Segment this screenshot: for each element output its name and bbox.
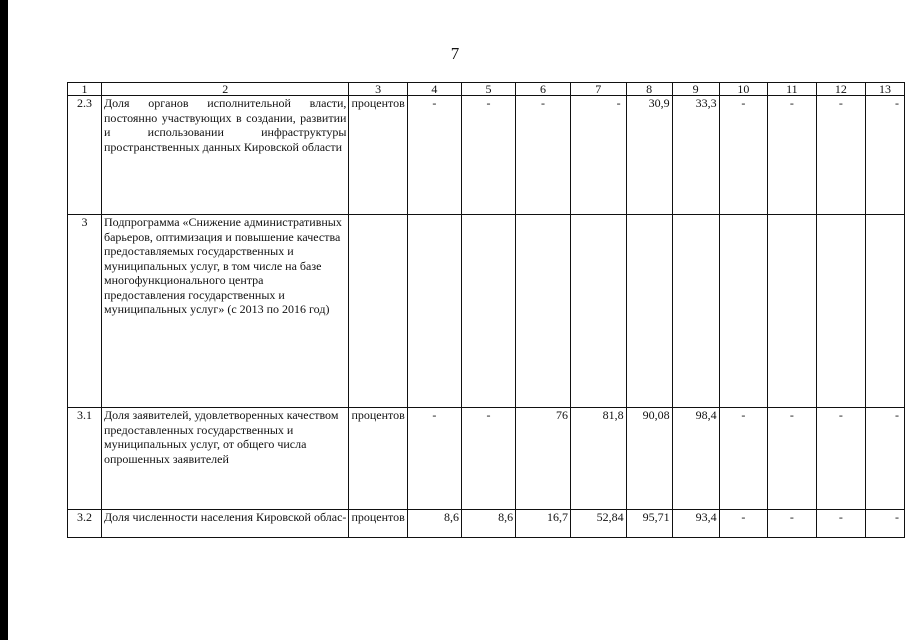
value-cell: - [407,408,461,510]
row-number: 3.1 [68,408,102,510]
table-row [68,510,905,538]
value-cell [570,215,626,408]
header-cell: 2 [102,83,349,96]
value-cell: - [768,96,816,215]
header-cell: 11 [768,83,816,96]
header-cell: 5 [461,83,515,96]
unit-cell: процентов [349,408,407,510]
row-number: 3 [68,215,102,408]
indicator-name: Подпрограмма «Снижение административных барьеров, оптимизация и повышение качества предоставляемых государственных и муниципальных услуг, в том числе на базе многофункционального центра предоставления государственных и муниципальных услуг» (с 2013 по 2016 год) [102,215,349,408]
value-cell: 76 [516,408,571,510]
value-cell: 8,6 [407,510,461,538]
header-cell: 10 [719,83,768,96]
value-cell [816,215,865,408]
value-cell: - [866,408,905,510]
header-cell: 6 [516,83,571,96]
indicator-name: Доля органов исполнительной власти, постоянно участвующих в создании, развитии и использовании инфраструктуры пространственных данных Кировской области [102,96,349,215]
scan-edge [0,0,8,640]
header-cell: 4 [407,83,461,96]
value-cell: - [719,510,768,538]
value-cell: 52,84 [570,510,626,538]
header-row [68,83,905,96]
table-row [68,96,905,215]
value-cell: 98,4 [672,408,719,510]
value-cell: - [768,510,816,538]
value-cell [719,215,768,408]
header-cell: 3 [349,83,407,96]
value-cell: - [768,408,816,510]
row-number: 3.2 [68,510,102,538]
indicator-name: Доля заявителей, удовлетворенных качеством предоставленных государственных и муниципальных услуг, от общего числа опрошенных заявителей [102,408,349,510]
value-cell: - [407,96,461,215]
table-row [68,408,905,510]
indicator-name: Доля численности населения Кировской облас- [102,510,349,538]
header-cell: 8 [626,83,672,96]
value-cell: - [816,408,865,510]
value-cell [407,215,461,408]
table-row [68,215,905,408]
value-cell: 30,9 [626,96,672,215]
value-cell: 90,08 [626,408,672,510]
value-cell: 33,3 [672,96,719,215]
value-cell [626,215,672,408]
value-cell [672,215,719,408]
header-cell: 13 [866,83,905,96]
value-cell: 81,8 [570,408,626,510]
row-number: 2.3 [68,96,102,215]
value-cell: - [516,96,571,215]
value-cell: 95,71 [626,510,672,538]
indicators-table [67,82,905,538]
value-cell [461,215,515,408]
unit-cell: процентов [349,510,407,538]
value-cell: - [816,96,865,215]
unit-cell: процентов [349,96,407,215]
page-number: 7 [450,44,460,63]
header-cell: 7 [570,83,626,96]
value-cell: - [816,510,865,538]
value-cell [866,215,905,408]
header-cell: 12 [816,83,865,96]
value-cell: - [461,408,515,510]
header-cell: 9 [672,83,719,96]
value-cell: - [570,96,626,215]
header-cell: 1 [68,83,102,96]
value-cell: 8,6 [461,510,515,538]
value-cell: - [719,408,768,510]
value-cell [516,215,571,408]
value-cell: 16,7 [516,510,571,538]
value-cell: 93,4 [672,510,719,538]
unit-cell [349,215,407,408]
value-cell: - [719,96,768,215]
value-cell: - [866,96,905,215]
value-cell: - [866,510,905,538]
value-cell: - [461,96,515,215]
value-cell [768,215,816,408]
